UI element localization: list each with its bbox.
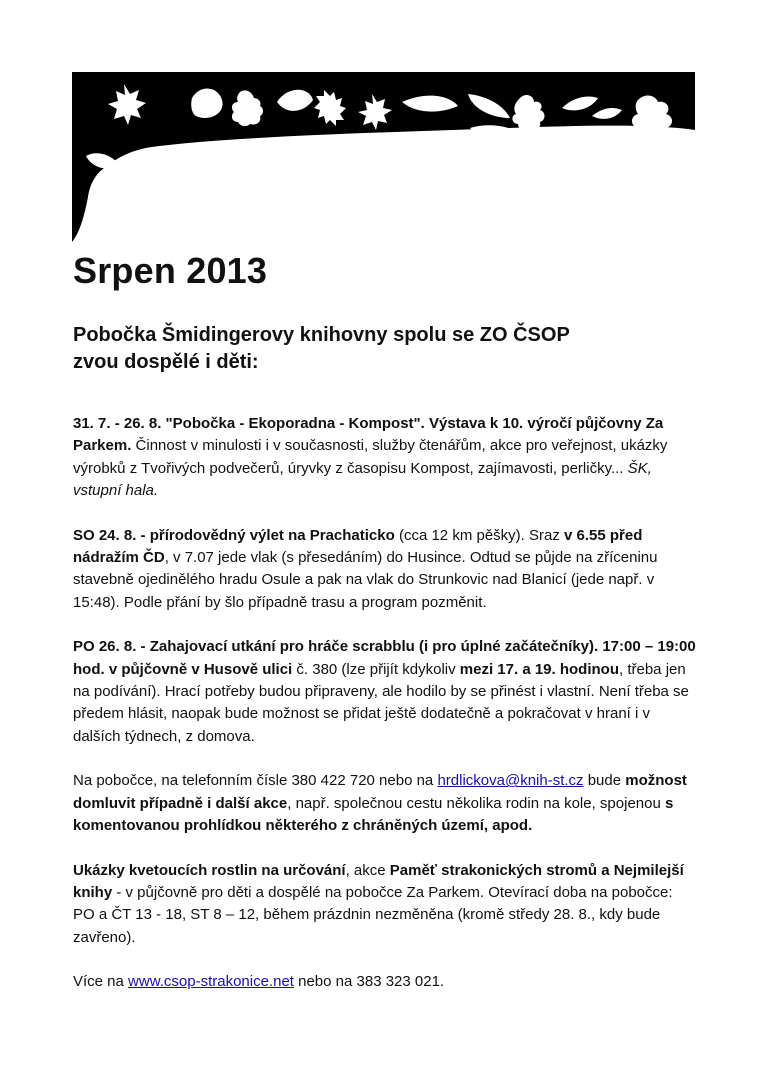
event-text: (cca 12 km pěšky). Sraz bbox=[394, 526, 565, 544]
event-place: ŠK, vstupní hala. bbox=[73, 459, 652, 500]
leaf-banner bbox=[72, 72, 695, 242]
event-title: Paměť strakonických stromů a Nejmilejší knihy bbox=[73, 861, 684, 901]
subtitle-line-1: Pobočka Šmidingerovy knihovny spolu se ZO ČSOP bbox=[73, 324, 570, 346]
page-subtitle bbox=[73, 322, 570, 376]
event-text: , v 7.07 jede vlak (s přesedáním) do Husince. Odtud se půjde na zříceninu stavebně ojedinělého hradu Osule a pak na vlak do Strunkovic nad Blanicí (jede např. v 15:48). Podle přání by šlo případně trasu a program pozměnit. bbox=[73, 549, 658, 611]
event-title: Ukázky kvetoucích rostlin na určování bbox=[73, 861, 346, 879]
contact-text: bude bbox=[583, 772, 626, 790]
contact-text: Na pobočce, na telefonním čísle 380 422 720 nebo na bbox=[73, 772, 438, 790]
subtitle-line-2: zvou dospělé i děti: bbox=[73, 351, 259, 373]
event-plants bbox=[73, 860, 698, 950]
event-title: SO 24. 8. - přírodovědný výlet na Prachaticko bbox=[73, 526, 395, 544]
contact-text: , např. společnou cestu několika rodin na kole, spojenou bbox=[287, 794, 665, 812]
event-scrabble bbox=[73, 636, 698, 748]
contact-highlight: možnost domluvit případně i další akce bbox=[73, 772, 687, 812]
event-text: Činnost v minulosti i v současnosti, služby čtenářům, akce pro veřejnost, ukázky výrobků z Tvořivých podvečerů, úryvky z časopisu Kompost, zajímavosti, perličky... bbox=[73, 437, 668, 477]
more-info bbox=[73, 971, 698, 993]
event-text: , akce bbox=[345, 861, 390, 879]
event-exhibition bbox=[73, 413, 698, 503]
contact-info bbox=[73, 770, 698, 837]
event-text: - v půjčovně pro děti a dospělé na pobočce Za Parkem. Otevírací doba na pobočce: PO a ČT 13 - 18, ST 8 – 12, během prázdnin nezměněna (kromě středy 28. 8., kdy bude zavřeno). bbox=[73, 883, 673, 946]
event-trip bbox=[73, 525, 698, 615]
event-list bbox=[73, 413, 698, 1016]
event-title: PO 26. 8. - Zahajovací utkání pro hráče scrabblu (i pro úplné začátečníky). 17:00 – 19:00 hod. v půjčovně v Husově ulici bbox=[73, 638, 696, 678]
page-title: Srpen 2013 bbox=[73, 250, 268, 291]
email-link[interactable]: hrdlickova@knih-st.cz bbox=[437, 772, 584, 790]
event-text: , třeba jen na podívání). Hrací potřeby budou připraveny, ale hodilo by se přinést i vlastní. Není třeba se předem hlásit, naopak bude možnost se přidat ještě dodatečně a pokračovat v hraní i v dalších týdnech, z domova. bbox=[73, 660, 689, 745]
event-title: "Pobočka - Ekoporadna - Kompost". Výstava k 10. výročí půjčovny Za Parkem. bbox=[73, 415, 664, 455]
event-time: mezi 17. a 19. hodinou bbox=[459, 660, 619, 678]
more-text: Více na bbox=[73, 973, 129, 991]
contact-highlight: s komentovanou prohlídkou některého z chráněných území, apod. bbox=[73, 794, 674, 835]
event-date: 31. 7. - 26. 8. bbox=[73, 415, 162, 432]
website-link[interactable]: www.csop-strakonice.net bbox=[128, 973, 294, 991]
more-text: nebo na 383 323 021. bbox=[293, 973, 445, 991]
banner-shape bbox=[72, 72, 695, 242]
event-meeting-point: v 6.55 před nádražím ČD bbox=[73, 526, 643, 567]
event-text: č. 380 (lze přijít kdykoliv bbox=[292, 660, 460, 678]
